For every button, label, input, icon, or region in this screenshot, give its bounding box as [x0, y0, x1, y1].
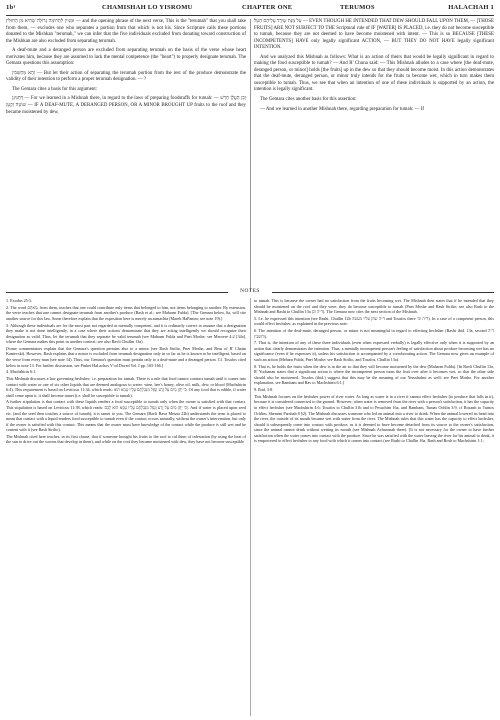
note-entry: The Mishnah cited here teaches, in its first clause, that if someone brought his fruits to the roof to rid them of infestation (by using the heat of the sun to drive out the worms that develop in them), and while on the roof they became moistened with dew, they have not become susceptible: [6, 433, 246, 445]
main-text-left-column: [6, 19, 246, 116]
note-entry: 4. Machshirin 6:1.: [6, 369, 37, 375]
main-paragraph: And we analyzed this Mishnah as follows: What is an action of theirs that would be legally significant in regard to making the food susceptible to tumah? — And R' Chuna said: — This Mishnah alludes to a case where [the deaf-mute, deranged person, or minor] holds [the fruits] up in the dew so that they should become moist. In this action demonstrates that the deaf-mute, deranged person, or minor truly intends for the fruits to become wet, which in turn makes them susceptible to tumah. Thus, we see that when an intention of one of these individuals is supported by an action, the intention is legally significant.: [254, 54, 494, 93]
main-paragraph: דְּתַנִּינָן — For we learned in a Mishnah there, in regard to the laws of preparing foodstuffs for tumah: — וְכֵן הֶעֱלָן חֵרֵשׁ שׁוֹטֶה וְקָטָן — IF A DEAF-MUTE, A DERANGED PERSON, OR A MINOR BROUGHT UP fruits to the roof and they became moistened by dew,: [6, 96, 246, 115]
halacha-label: HALACHAH 1: [448, 4, 494, 11]
note-entry: 2. The word מֵאִתָּם, from them, teaches that one could contribute only items that belonged to him, not items belonging to another. By extension, the verse teaches that one cannot designate terumah from another's produce (Rash et al.; see Maharm Fulda). [The Gemara below, 6a, will cite another source for this law. Some therefore explain that the exposition here is merely an asmachta (Mareh HaPanim; see note 19).]: [6, 304, 246, 321]
tractate-title: TERUMOS: [340, 4, 375, 11]
column-divider: [250, 19, 251, 291]
main-paragraph: The Gemara cites a basis for this argument:: [12, 86, 98, 92]
note-entry: 8. That is, he holds the fruits when the dew is in the air so that they will become moistened by the dew (Maharm Fulda). [In Bavli Chullin 13a, R' Yochanan states that a significant action is where the incompetent person turns the fruit over after it becomes wet, so that the other side should also be moistened. Tosafos (ibid.) suggest that this may be the meaning of our Yerushalmi as well; see Pnei Moshe. For another explanation, see Rambam and Rav to Machshirin 6:1.]: [254, 363, 494, 386]
main-paragraph: The Gemara cites another basis for this assertion:: [260, 97, 357, 103]
notes-heading: NOTES: [240, 288, 260, 294]
page-number: 1b¹: [6, 4, 16, 11]
chapter-label: CHAPTER ONE: [242, 4, 293, 11]
header-rule: [6, 15, 494, 16]
note-entry: This Mishnah focuses on the hechsher power of river water. As long as water is in a river it cannot effect hechsher (to produce that falls in it), because it is considered connected to the ground. However, when water is removed from the river with a person's satisfaction, it has the capacity to effect hechsher (see Machshirin 4:6; Tosafos to Chullin 31b and to Pesachim 16a, and Rambam, Tumas Ochlin 3:9, cf Rosanit to Tumos Ochlim, Shemini Parshah 8 §2). The Mishnah discusses someone who led an animal into a river to drink. When the animal lowered its head into the river, the outside of its mouth became wet with water from the river. The Mishnah rules that this water has the capacity to effect hechsher, should it subsequently come into contact with produce, as it is deemed to have become detached from its source to the owner's satisfaction, since the animal cannot drink without wetting its mouth (see Mishnah Acharonah there). [It is not necessary for the owner to have further satisfaction when the water comes into contact with the produce. Since he was satisfied with the water leaving the river for his animal to drink, it is empowered to effect hechsher to any food with which it comes into contact (see Rashi to Chullin 16a, Rash and Rosh to Machshirin 1:1;: [254, 393, 494, 444]
book-title: CHAMISHAH LO YISROMU: [102, 4, 193, 11]
note-entry: 1. Exodus 25:3.: [6, 298, 32, 303]
notes-rule-right: [272, 292, 494, 293]
note-entry: 3. Although these individuals are for the most part not regarded as mentally competent, and it is ordinarily correct to assume that a designation they make is not done intelligently, in a case where their actions demonstrate that they are acting intelligently we should recognize their designation as valid. Thus, let the terumah that they separate be valid terumah (see Maharm Fulda and Pnei Moshe; see Meorere 4:2 [34a], where the Gemara makes this point in another context; see also Bavli Chullin 13a).: [6, 322, 246, 345]
note-entry: This Mishnah discusses a law governing hechsher; i.e. preparation for tumah. There is a rule that food cannot contract tumah until it comes into contact with water or one of six other liquids that are deemed analogous to water: wine, bee's honey, olive oil, milk, dew, or blood (Machshirin 6:4). This requirement is based on Leviticus 11:34, which reads: כִּי יֻתַּן מַיִם עַל זֶרַע וְנָפַל מִנִּבְלָתָם עָלָיו טָמֵא הוּא. Of any food that is edible, if water shall come upon it, it shall become tamei (i.e. shall be susceptible to tumah).: [6, 376, 246, 398]
main-text-right-column: [254, 19, 494, 113]
note-entry: 5. I.e. he expressed this intention (see Rashi, Chullin 12b ד״ה שהן עליו מעשה and Tosafos there ד״ה וכי). In a case of a competent person, this would effect hechsher, as explained in the previous note.: [254, 315, 494, 327]
main-paragraph: וּמְנַיִין לִתְרוּמָה גְדוֹלָה שֶׁהִיא מִן הַחוּלִּין — and the opening phrase of the next verse, This is the "terumah" that you shall take from them, — excludes one who separates a portion from that which is not his. Since Scripture calls these portions donated to the Mishkan "terumah," we can infer that the five individuals excluded from donating toward construction of the Mishkan are also excluded from separating terumah.: [6, 19, 246, 44]
notes-right-column: [254, 298, 494, 444]
note-entry: 9. Ibid. 3:8.: [254, 387, 274, 393]
note-entry: A further stipulation is that contact with these liquids renders a food susceptible to tumah only when the owner is satisfied with that contact. This stipulation is based on Leviticus 11:38, which reads: וְכִי יֻתַּן מַיִם עַל זֶרַע וְנָפַל מִנִּבְלָתָם עָלָיו טָמֵא הוּא לָכֶם. And if water is placed upon seed etc. (and the seed then touches a source of tumah), it is tamei to you. The Gemara (Bavli Bava Metzia 22b) understands the term is placed to mean that contact with a liquid renders food susceptible to tumah even if the contact occurs naturally, without the owner's intervention, but only if the owner is satisfied with this contact. This means that the owner must have knowledge of the contact while the produce is still wet and be content with it (see Rash Sirilio).: [6, 399, 246, 433]
note-entry: 6. The intention of the deaf-mute, deranged person, or minor is not meaningful in regard to effecting hechsher (Rashi ibid. 13a, second ד״ה וחשבין).: [254, 328, 494, 339]
notes-column-divider: [250, 298, 251, 716]
main-paragraph: A deaf-mute and a deranged person are excluded from separating terumah on the basis of the verse whose heart motivates him, because they are assumed to lack the mental competence (the "heart") to properly designate terumah. The Gemara questions this assumption:: [6, 48, 246, 67]
note-entry: [Some commentators explain that the Gemara's question pertains also to a minor (see Rash Sirilio, Pnei Moshe, and Beur of R' Chaim Kanievski). However, Rash explains that a minor is excluded from terumah designation only in so far as he is known to be intelligent, based on the verse from every man (see note 14). Thus, our Gemara's question must pertain only to a deaf-mute and a deranged person. Cf. Tosafos cited below in note 13. For further discussion, see Pinkei HaLachos V'od Daved Vol. I pp. 165-166.]: [6, 345, 246, 368]
main-paragraph: וְהָא מְחַשְּׁבִין — But let their action of separating the terumah portion from the rest of the produce demonstrate the validity of their intention to perform a proper terumah designation. — ?: [6, 70, 247, 83]
note-entry: 7. That is, the intention of any of these three individuals (even when expressed verbally) is legally effective only when it is supported by an action that clearly demonstrates the intention. Thus, a mentally incompetent person's feeling of satisfaction about produce becoming wet has no significance (even if he expresses it), unless his satisfaction is accompanied by a corroborating action. The Gemara now gives an example of such an action (Meharu Fulda, Pnei Moshe; see Rash Sirilio, and Tosafos, Chullin 13a).: [254, 340, 494, 363]
notes-rule-left: [6, 292, 228, 293]
main-paragraph: עַל מְנָת שֶׁיֵרֵד עֲלֵיהֶם הַטַּל — EVEN THOUGH HE INTENDED THAT DEW SHOULD FALL UPON THEM, — [THOSE FRUITS] ARE NOT SUBJECT TO THE Scriptural rule of IF [WATER] IS PLACED, i.e. they do not become susceptible to tumah, because they are not deemed to have become moistened with intent. — This is so BECAUSE [THESE INCOMPETENTS] HAVE only legally significant ACTION, — BUT THEY DO NOT HAVE legally significant INTENTION.: [254, 19, 494, 51]
note-entry: to tumah. This is because the owner had no satisfaction from the fruits becoming wet. The Mishnah then states that if he intended that they should be moistened on the roof and they were, they do become susceptible to tumah (Pnei Moshe and Rash Sirilio; see also Rash to the Mishnah and Rashi to Chullin 13a ד״ה וכן). The Gemara now cites the next section of the Mishnah.: [254, 298, 494, 315]
notes-left-column: [6, 298, 246, 445]
main-paragraph: — And we learned in another Mishnah there, regarding preparation for tumah: — If: [260, 106, 425, 112]
